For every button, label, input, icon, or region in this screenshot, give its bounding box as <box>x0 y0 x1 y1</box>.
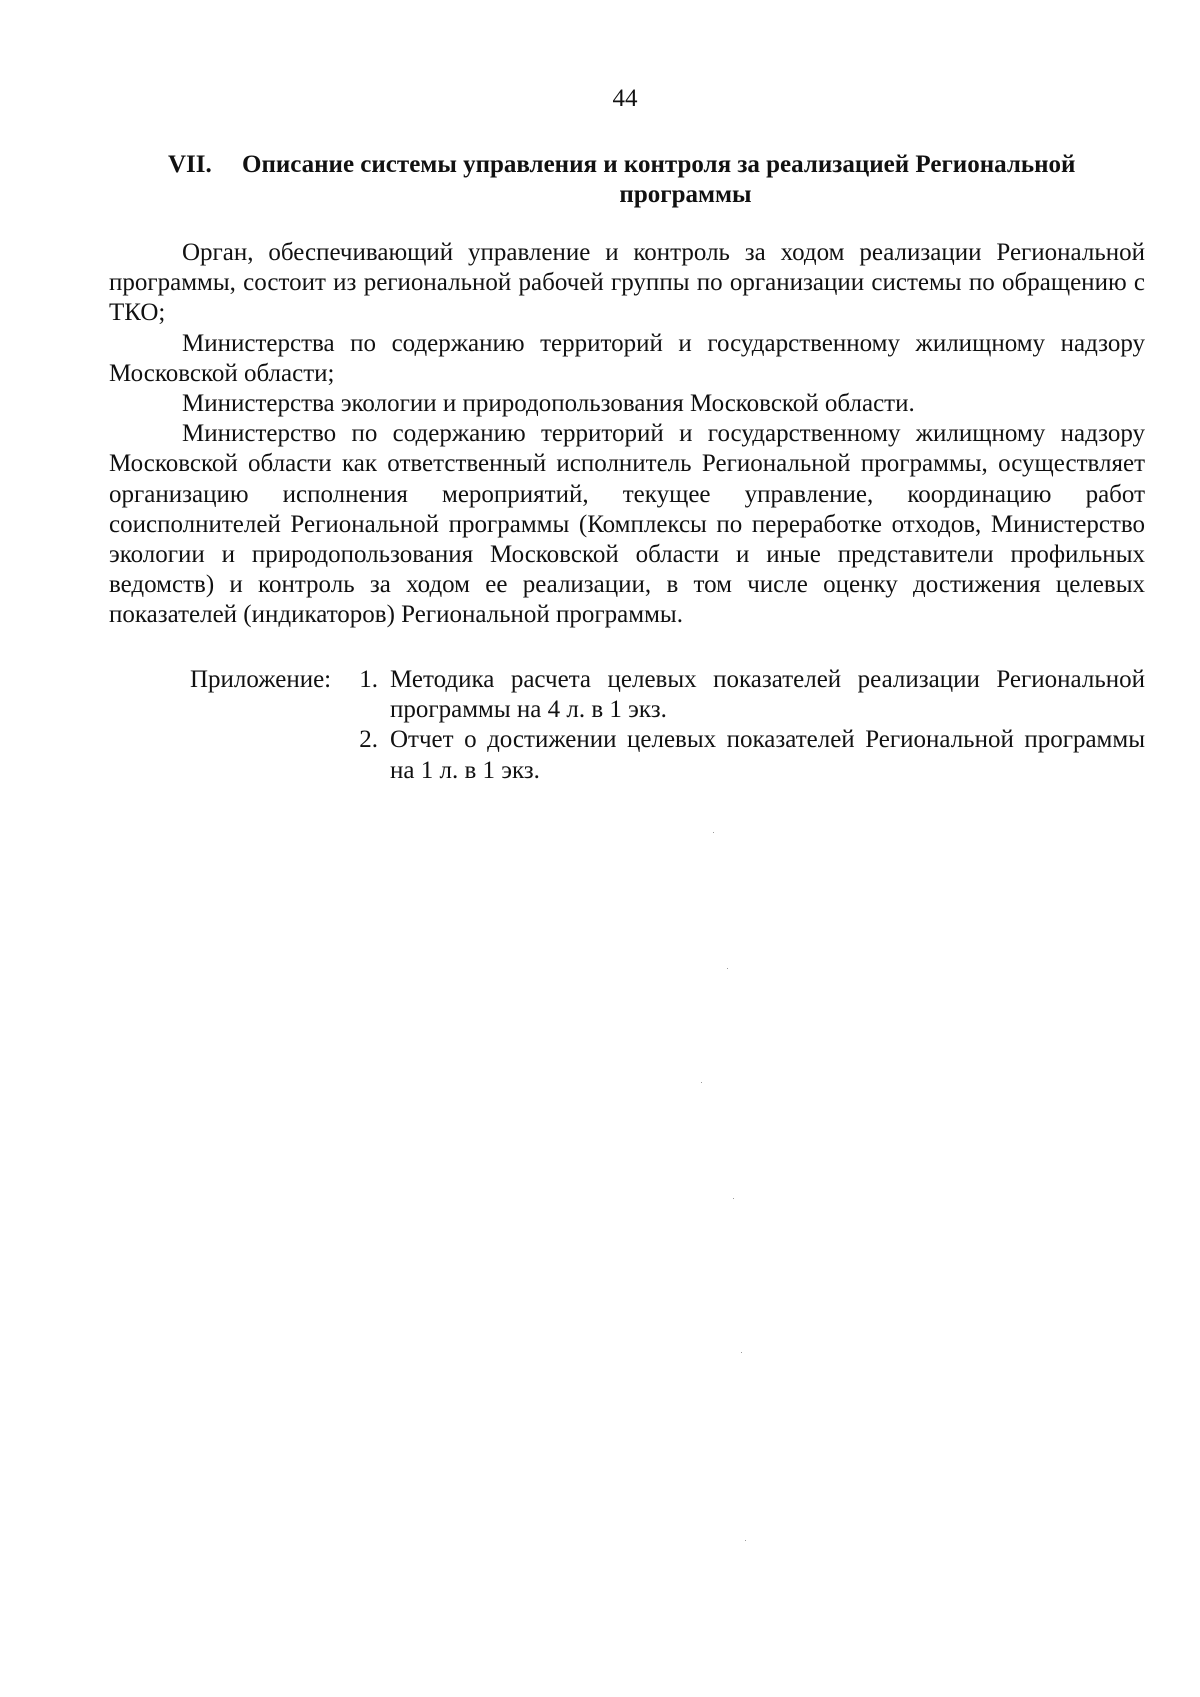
appendix-item-number: 1. <box>359 666 378 693</box>
section-heading-line1 <box>168 150 1148 180</box>
scan-speck <box>713 832 714 833</box>
paragraph: Министерства экологии и природопользования Московской области. <box>182 390 915 418</box>
paragraph: Министерство по содержанию территорий и государственному жилищному надзору Московской области как ответственный исполнитель Региональной программы, осуществляет организацию исполнения мероприятий, текущее управление, координацию работ соисполнителей Региональной программы (Комплексы по переработке отходов, Министерство экологии и природопользования Московской области и иные представители профильных ведомств) и контроль за ходом ее реализации, в том числе оценку достижения целевых показателей (индикаторов) Региональной программы. <box>109 420 1145 629</box>
appendix-item <box>345 725 1145 785</box>
body-text <box>109 238 1145 631</box>
appendix-item-number: 2. <box>359 726 378 754</box>
appendix-item-text: Отчет о достижении целевых показателей Региональной программы на 1 л. в 1 экз. <box>390 726 1145 784</box>
scan-speck <box>733 1198 734 1199</box>
section-title: Описание системы управления и контроля за реализацией Региональной <box>242 151 1076 178</box>
section-title-continuation: программы <box>619 181 752 208</box>
appendix-row <box>190 665 1145 786</box>
section-heading <box>168 150 1148 210</box>
appendix-list <box>345 665 1145 786</box>
paragraph: Орган, обеспечивающий управление и контроль за ходом реализации Региональной программы, состоит из региональной рабочей группы по организации системы по обращению с ТКО; <box>109 239 1145 327</box>
appendix-label: Приложение: <box>190 666 332 693</box>
scan-speck <box>701 1082 702 1083</box>
page-number: 44 <box>612 85 638 112</box>
appendix <box>190 665 1145 786</box>
appendix-item <box>345 665 1145 725</box>
scan-speck <box>727 968 728 969</box>
appendix-item-text: Методика расчета целевых показателей реализации Региональной программы на 4 л. в 1 экз. <box>390 666 1145 724</box>
paragraph: Министерства по содержанию территорий и государственному жилищному надзору Московской области; <box>109 329 1145 387</box>
scan-speck <box>745 1540 746 1541</box>
section-numeral: VII. <box>168 151 212 178</box>
scan-speck <box>741 1352 742 1353</box>
